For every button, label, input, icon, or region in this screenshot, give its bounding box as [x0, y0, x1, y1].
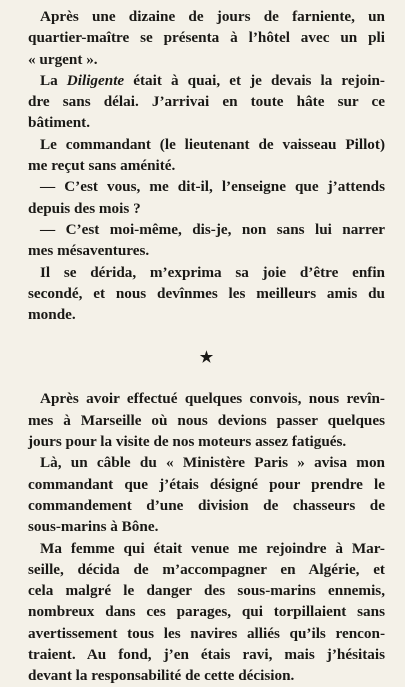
text-line: Il se dérida, m’exprima sa joie d’être enfin [40, 263, 385, 281]
paragraph-3 [28, 134, 385, 177]
text-line: bâtiment. [28, 114, 91, 132]
text-line: nombreux dans ces parages, qui torpillaient sans [28, 603, 385, 621]
text-line: dre sans délai. J’arrivai en toute hâte sur ce [28, 93, 385, 111]
text-line [28, 70, 385, 91]
text-line: Après une dizaine de jours de farniente, un [40, 8, 385, 25]
section-spacer [28, 369, 385, 388]
text-line: secondé, et nous devînmes les meilleurs amis du [28, 284, 385, 302]
paragraph-4 [28, 176, 385, 219]
text-line: mes à Marseille où nous devions passer quelques [28, 411, 385, 429]
text-line: — C’est moi-même, dis-je, non sans lui narrer [40, 220, 385, 238]
text-line: Ma femme qui était venue me rejoindre à Mar- [40, 539, 385, 557]
text-line: depuis des mois ? [28, 199, 141, 217]
text-line: avertissement tous les navires alliés qu’ils rencon- [28, 624, 385, 642]
paragraph-1 [28, 6, 385, 70]
section-spacer [28, 325, 385, 347]
text-line: commandement d’une division de chasseurs de [28, 496, 385, 514]
text-line: sous-marins à Bône. [28, 518, 159, 536]
text-line: Là, un câble du « Ministère Paris » avisa mon [40, 454, 385, 472]
text-line: Le commandant (le lieutenant de vaisseau Pillot) [40, 135, 385, 153]
section-separator-star: ★ [199, 350, 214, 367]
text-line: Après avoir effectué quelques convois, nous revîn- [40, 390, 385, 408]
text-line: quartier-maître se présenta à l’hôtel avec un pli [28, 29, 385, 47]
paragraph-2 [28, 70, 385, 134]
ship-name: Diligente [66, 71, 125, 89]
text-line: « urgent ». [28, 50, 98, 68]
text-line: monde. [28, 306, 76, 324]
paragraph-5 [28, 219, 385, 262]
paragraph-8 [28, 452, 385, 537]
paragraph-7 [28, 388, 385, 452]
text-line: me reçut sans aménité. [28, 157, 176, 175]
text-line: traient. Au fond, j’en étais ravi, mais j’hésitais [28, 646, 385, 664]
text-line: seille, décida de m’accompagner en Algérie, et [28, 560, 385, 578]
paragraph-6 [28, 262, 385, 326]
text-segment: était à quai, et je devais la rejoin- [124, 71, 385, 89]
text-segment: La [40, 71, 67, 89]
text-line: devant la responsabilité de cette décision. [28, 667, 295, 685]
text-line: mes mésaventures. [28, 242, 150, 260]
book-page [28, 6, 385, 687]
paragraph-9 [28, 538, 385, 687]
text-line: jours pour la visite de nos moteurs assez fatigués. [28, 433, 347, 451]
text-line: — C’est vous, me dit-il, l’enseigne que j’attends [40, 178, 385, 196]
text-line: cela malgré le danger des sous-marins ennemis, [28, 582, 385, 600]
text-line: commandant que j’étais désigné pour prendre le [28, 475, 385, 493]
